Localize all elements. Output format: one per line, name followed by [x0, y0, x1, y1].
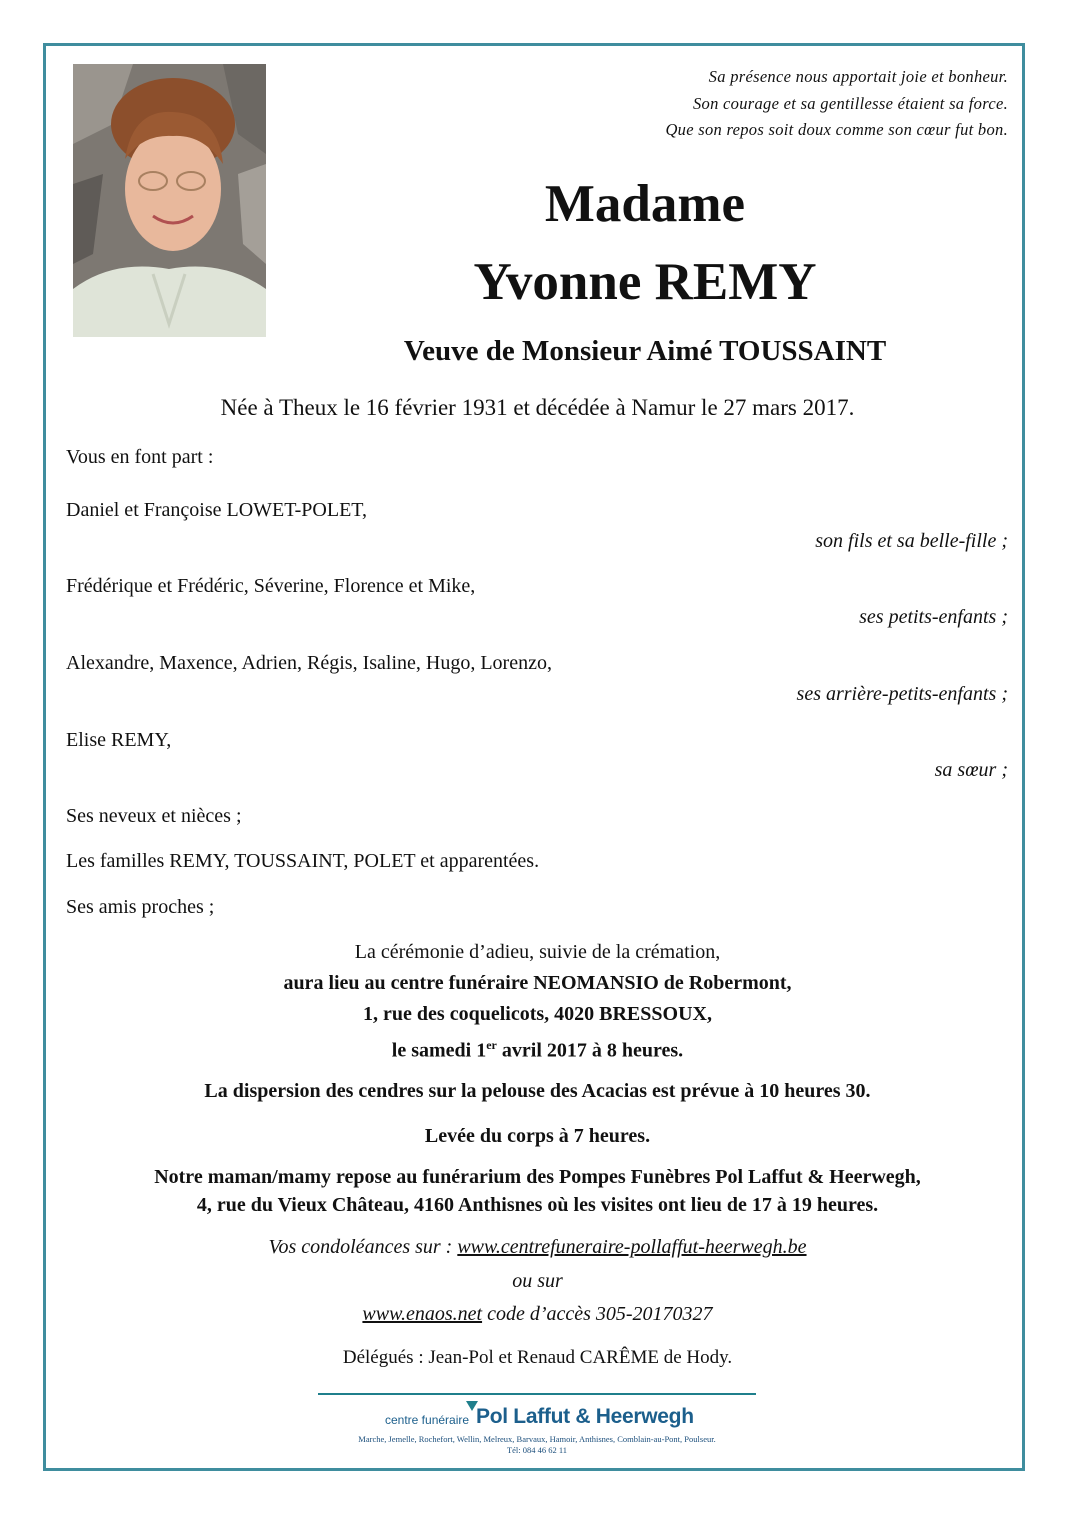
ceremony-line: La cérémonie d’adieu, suivie de la crémation,: [354, 941, 721, 963]
funeral-home-line: 4, rue du Vieux Château, 4160 Anthisnes où les visites ont lieu de 17 à 19 heures.: [196, 1194, 879, 1216]
widow-of: Veuve de Monsieur Aimé TOUSSAINT: [403, 335, 887, 367]
date-text: avril 2017 à 8 heures.: [496, 1039, 684, 1062]
title-madame: Madame: [544, 175, 746, 233]
family-relation: son fils et sa belle-fille ;: [815, 530, 1008, 552]
condolences-prefix: Vos condoléances sur :: [268, 1236, 458, 1258]
quote-line: Son courage et sa gentillesse étaient sa force.: [692, 93, 1008, 113]
family-relation: ses petits-enfants ;: [859, 606, 1008, 628]
families-line: Les familles REMY, TOUSSAINT, POLET et apparentées.: [66, 850, 540, 872]
quote-line: Que son repos soit doux comme son cœur fut bon.: [665, 120, 1008, 139]
ash-dispersion: La dispersion des cendres sur la pelouse des Acacias est prévue à 10 heures 30.: [204, 1080, 871, 1102]
ceremony-location: aura lieu au centre funéraire NEOMANSIO de Robermont,: [283, 972, 792, 994]
family-names: Alexandre, Maxence, Adrien, Régis, Isaline, Hugo, Lorenzo,: [66, 652, 552, 674]
announcement-intro: Vous en font part :: [66, 446, 214, 468]
date-ordinal: er: [486, 1038, 497, 1052]
family-names: Daniel et Françoise LOWET-POLET,: [66, 499, 368, 521]
delegates: Délégués : Jean-Pol et Renaud CARÊME de Hody.: [342, 1347, 733, 1368]
portrait-photo: [73, 64, 266, 337]
funeral-home-line: Notre maman/mamy repose au funérarium des Pompes Funèbres Pol Laffut & Heerwegh,: [154, 1166, 921, 1188]
condolences-link[interactable]: www.centrefuneraire-pollaffut-heerwegh.be: [457, 1236, 807, 1258]
condolences-line: [60, 1232, 1015, 1263]
deceased-name: Yvonne REMY: [473, 253, 817, 311]
logo-locations: Marche, Jemelle, Rochefort, Wellin, Melreux, Barvaux, Hamoir, Anthisnes, Comblain-au-Pont, Poulseur.: [358, 1434, 716, 1444]
enaos-line: [60, 1299, 1015, 1330]
logo-rule: [318, 1393, 756, 1395]
logo-caption: centre funéraire: [385, 1413, 470, 1427]
logo-phone: Tél: 084 46 62 11: [506, 1445, 568, 1455]
condolences-or: ou sur: [512, 1270, 563, 1292]
date-text: le samedi 1: [391, 1039, 487, 1062]
access-code: code d’accès 305-20170327: [482, 1303, 713, 1325]
family-names: Elise REMY,: [66, 729, 172, 751]
quote-line: Sa présence nous apportait joie et bonheur.: [708, 67, 1008, 86]
family-names: Frédérique et Frédéric, Séverine, Florence et Mike,: [66, 575, 476, 597]
birth-death-dates: Née à Theux le 16 février 1931 et décédée à Namur le 27 mars 2017.: [220, 395, 855, 420]
ceremony-address: 1, rue des coquelicots, 4020 BRESSOUX,: [363, 1003, 712, 1025]
enaos-link[interactable]: www.enaos.net: [362, 1303, 483, 1325]
nephews-line: Ses neveux et nièces ;: [66, 805, 242, 827]
ceremony-info: [60, 937, 1015, 1067]
friends-line: Ses amis proches ;: [66, 896, 215, 918]
memorial-quote: [665, 64, 1008, 144]
ceremony-date: [60, 1030, 1015, 1067]
funeral-home-logo: Pol Laffut & Heerwegh: [476, 1405, 694, 1428]
body-removal: Levée du corps à 7 heures.: [424, 1125, 651, 1147]
family-relation: sa sœur ;: [934, 759, 1008, 781]
funeral-home-info: [60, 1163, 1015, 1219]
family-relation: ses arrière-petits-enfants ;: [796, 683, 1008, 705]
